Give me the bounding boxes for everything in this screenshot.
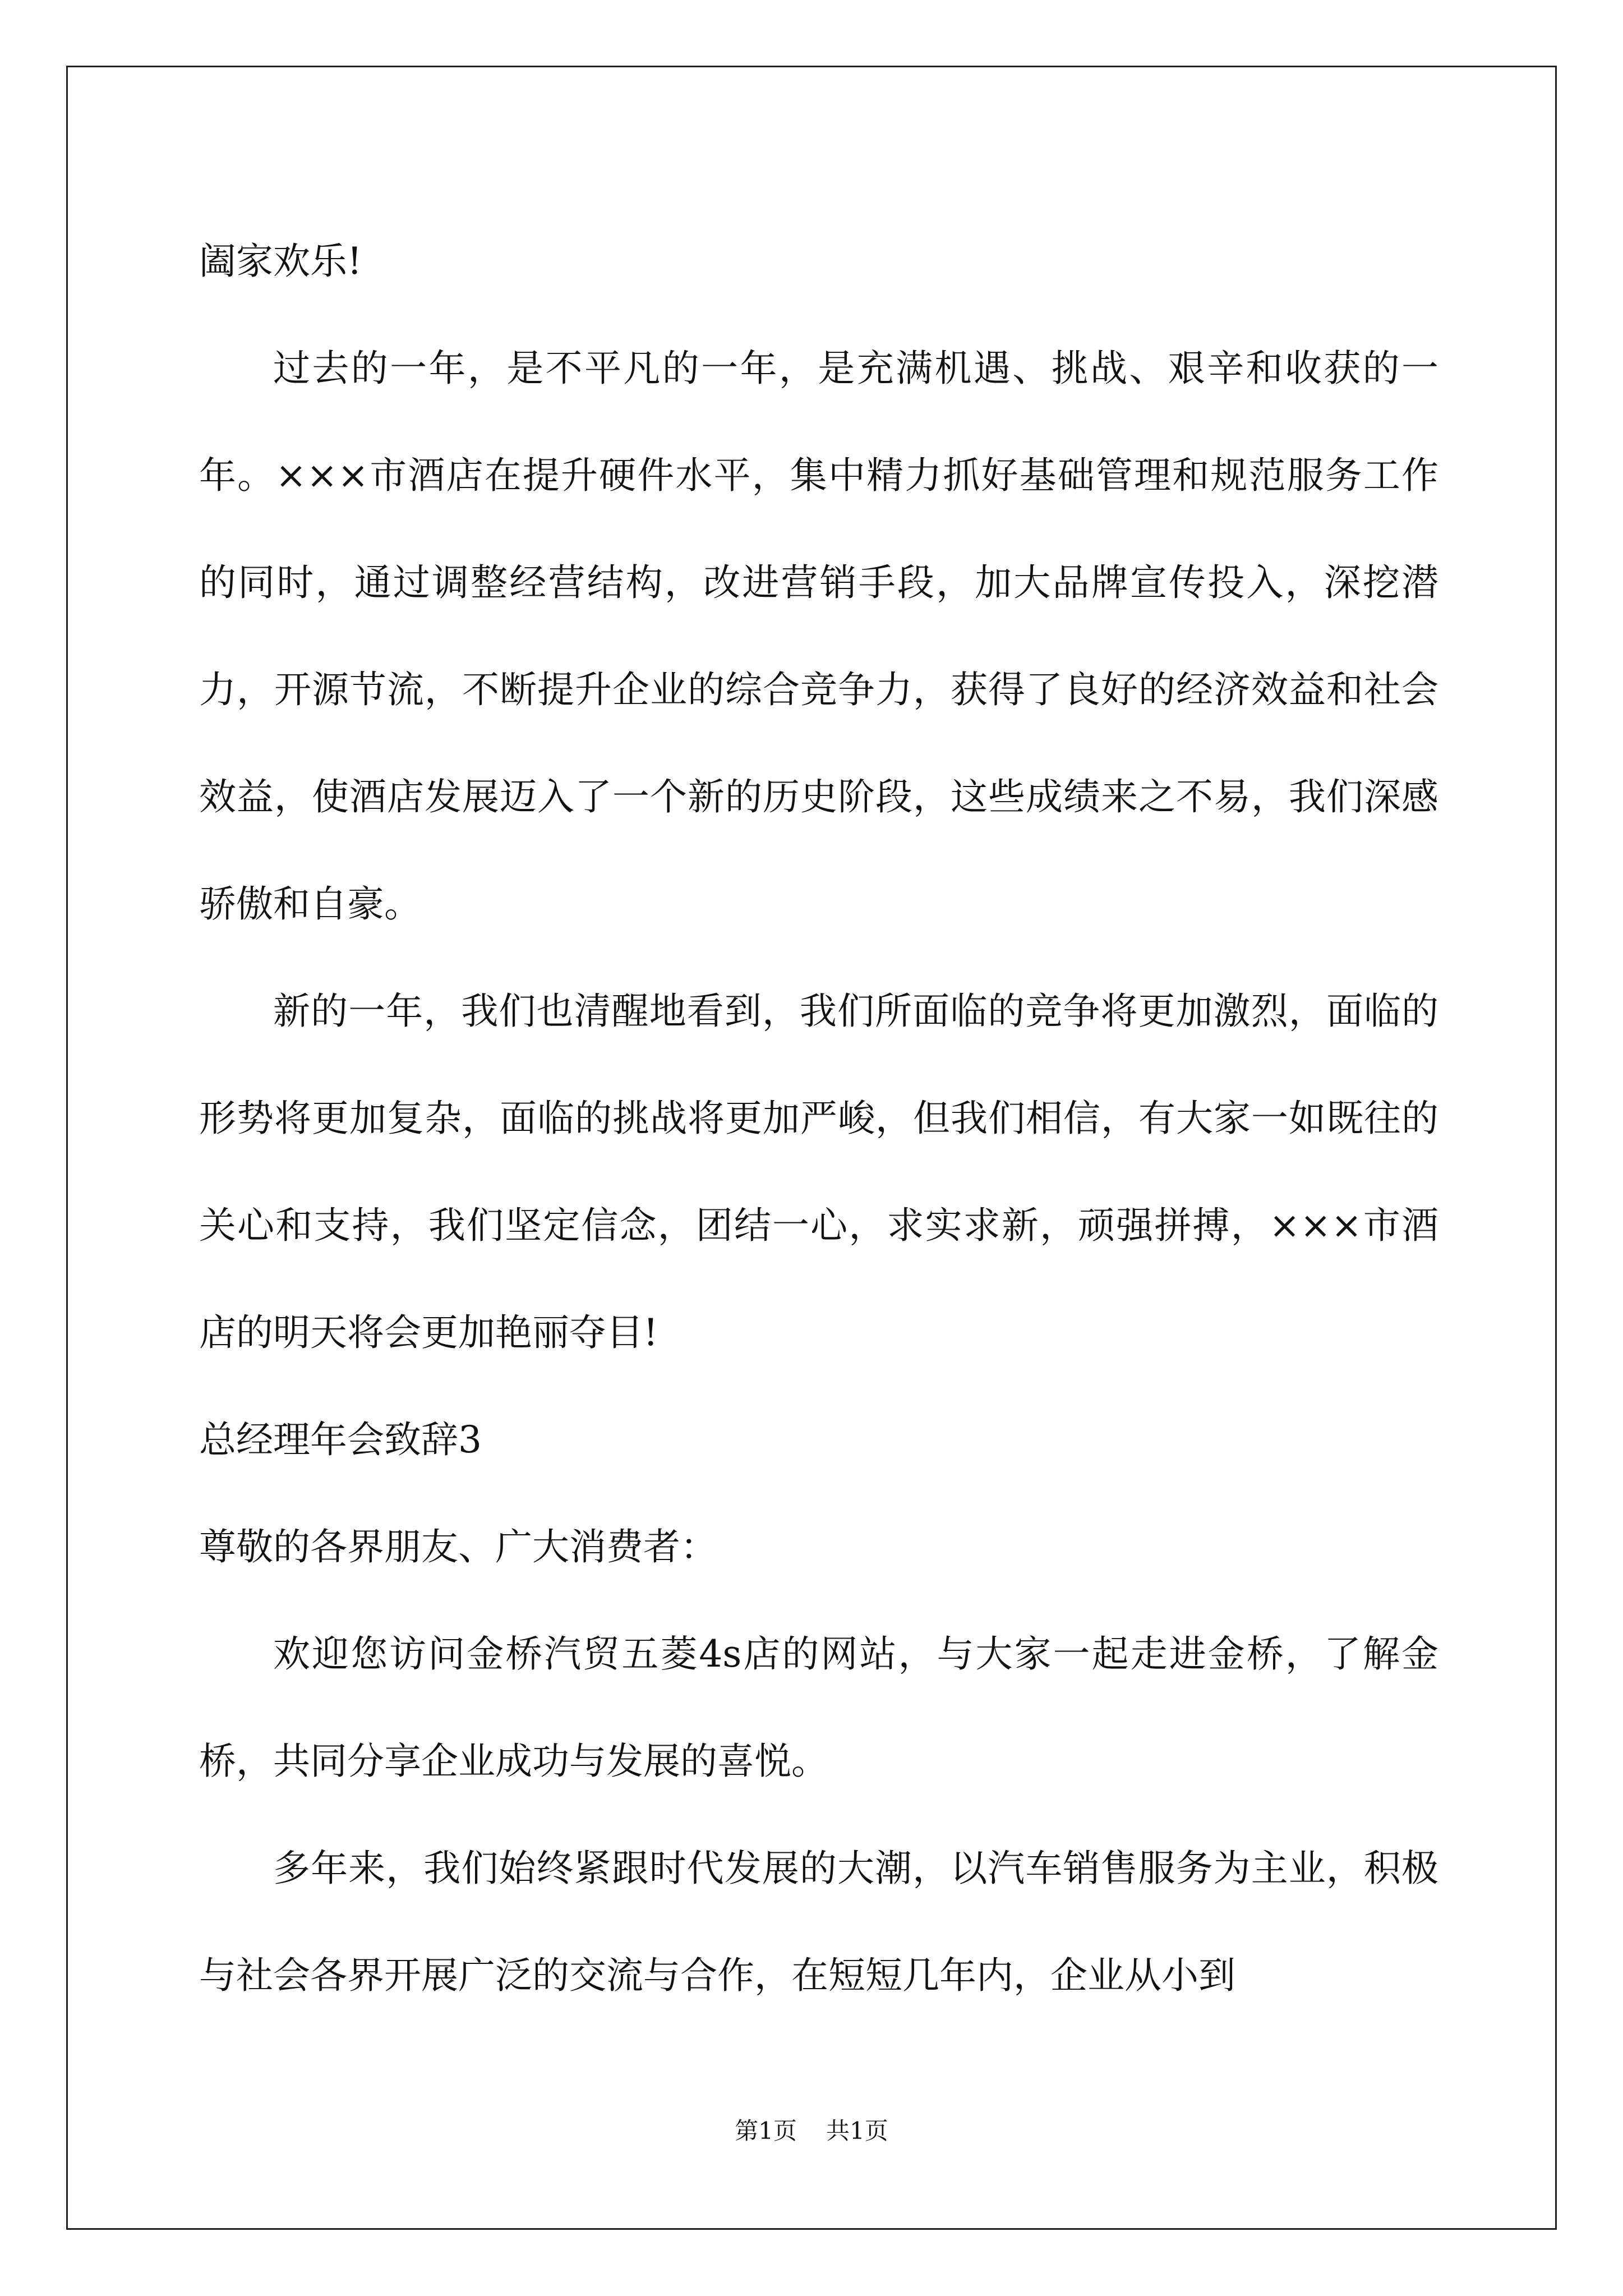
document-body — [199, 208, 1438, 2029]
paragraph-past-year: 过去的一年，是不平凡的一年，是充满机遇、挑战、艰辛和收获的一年。×××市酒店在提升硬件水平，集中精力抓好基础管理和规范服务工作的同时，通过调整经营结构，改进营销手段，加大品牌宣传投入，深挖潜力，开源节流，不断提升企业的综合竞争力，获得了良好的经济效益和社会效益，使酒店发展迈入了一个新的历史阶段，这些成绩来之不易，我们深感骄傲和自豪。 — [199, 347, 1438, 926]
section-title: 总经理年会致辞3 — [199, 1418, 482, 1461]
page-number-total: 共1页 — [826, 2117, 888, 2145]
salutation: 尊敬的各界朋友、广大消费者： — [199, 1525, 717, 1568]
paragraph-new-year: 新的一年，我们也清醒地看到，我们所面临的竞争将更加激烈，面临的形势将更加复杂，面临的挑战将更加严峻，但我们相信，有大家一如既往的关心和支持，我们坚定信念，团结一心，求实求新，顽强拼搏，×××市酒店的明天将会更加艳丽夺目! — [199, 990, 1438, 1354]
paragraph-welcome: 欢迎您访问金桥汽贸五菱4s店的网站，与大家一起走进金桥，了解金桥，共同分享企业成功与发展的喜悦。 — [199, 1632, 1438, 1783]
page-number-current: 第1页 — [735, 2117, 797, 2145]
paragraph-years: 多年来，我们始终紧跟时代发展的大潮，以汽车销售服务为主业，积极与社会各界开展广泛的交流与合作，在短短几年内，企业从小到 — [199, 1847, 1438, 1997]
page-footer — [0, 2117, 1623, 2145]
paragraph-greeting-end: 阖家欢乐! — [199, 240, 362, 283]
